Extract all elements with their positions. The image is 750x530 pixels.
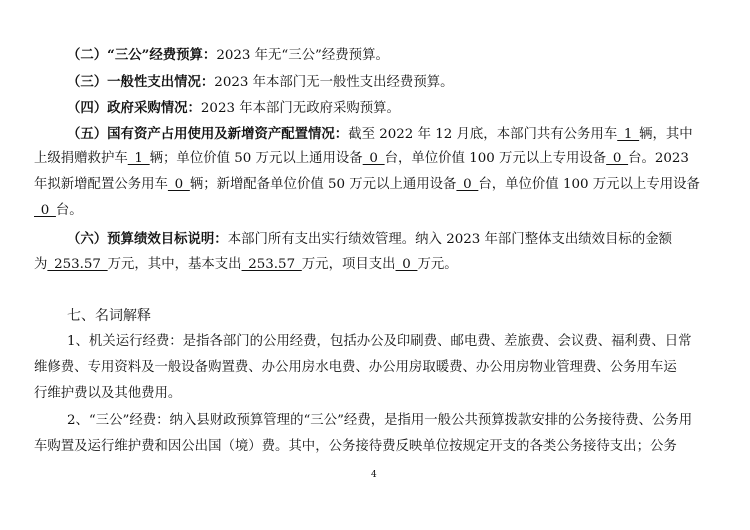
paragraph-heading: （四）政府采购情况： bbox=[67, 100, 201, 116]
paragraph-government-procurement bbox=[67, 99, 400, 118]
value-project-expenditure: 0 bbox=[395, 257, 418, 272]
page-number: 4 bbox=[371, 470, 377, 480]
paragraph-text: 为 bbox=[34, 257, 48, 272]
value-official-cars: 1 bbox=[617, 127, 640, 142]
paragraph-general-expenditure bbox=[67, 73, 454, 92]
paragraph-heading: （五）国有资产占用使用及新增资产配置情况： bbox=[67, 126, 349, 142]
paragraph-text: 辆；单位价值 50 万元以上通用设备 bbox=[149, 151, 363, 166]
section-title: 七、名词解释 bbox=[67, 308, 151, 324]
paragraph-heading: （六）预算绩效目标说明： bbox=[67, 231, 228, 247]
value-basic-expenditure: 253.57 bbox=[241, 257, 302, 272]
paragraph-text: 台。2023 bbox=[628, 151, 689, 166]
paragraph-text: 万元。 bbox=[417, 257, 458, 272]
paragraph-text: 台，单位价值 100 万元以上专用设备 bbox=[478, 177, 700, 192]
paragraph-state-assets-line1 bbox=[67, 125, 693, 144]
paragraph-text: 年拟新增配置公务用车 bbox=[34, 177, 168, 192]
definition-operating-costs-line3: 行维护费以及其他费用。 bbox=[34, 386, 182, 401]
paragraph-three-public-budget bbox=[67, 46, 389, 65]
paragraph-state-assets-line3 bbox=[34, 176, 700, 194]
paragraph-text: 辆；新增配备单位价值 50 万元以上通用设备 bbox=[189, 177, 457, 192]
paragraph-text: 万元，其中，基本支出 bbox=[107, 257, 242, 272]
definition-three-public-line2: 车购置及运行维护费和因公出国（境）费。其中，公务接待费反映单位按规定开支的各类公务接待支出；公务 bbox=[34, 439, 677, 454]
paragraph-text: 2023 年无“三公”经费预算。 bbox=[216, 48, 389, 63]
paragraph-performance-targets-line2 bbox=[34, 256, 458, 274]
value-new-special-equipment: 0 bbox=[34, 203, 56, 218]
value-general-equipment: 0 bbox=[362, 151, 385, 166]
paragraph-text: 2023 年本部门无政府采购预算。 bbox=[200, 101, 400, 116]
value-total-amount: 253.57 bbox=[47, 257, 108, 272]
paragraph-text: 辆，其中 bbox=[639, 127, 693, 142]
value-new-cars: 0 bbox=[167, 177, 190, 192]
paragraph-state-assets-line2 bbox=[34, 150, 689, 168]
paragraph-state-assets-line4 bbox=[34, 202, 83, 220]
paragraph-text: 万元，项目支出 bbox=[301, 257, 396, 272]
definition-operating-costs-line2: 维修费、专用资料及一般设备购置费、办公用房水电费、办公用房取暖费、办公用房物业管理费、公务用车运 bbox=[34, 360, 677, 375]
paragraph-text: 截至 2022 年 12 月底，本部门共有公务用车 bbox=[348, 127, 618, 142]
paragraph-text: 2023 年本部门无一般性支出经费预算。 bbox=[214, 75, 454, 90]
paragraph-text: 台。 bbox=[55, 203, 83, 218]
paragraph-text: 本部门所有支出实行绩效管理。纳入 2023 年部门整体支出绩效目标的金额 bbox=[227, 232, 672, 247]
value-special-equipment: 0 bbox=[606, 151, 629, 166]
definition-operating-costs-line1: 1、机关运行经费：是指各部门的公用经费，包括办公及印刷费、邮电费、差旅费、会议费、福利费、日常 bbox=[67, 334, 692, 349]
value-ambulance: 1 bbox=[127, 151, 150, 166]
paragraph-heading: （二）“三公”经费预算： bbox=[67, 47, 217, 63]
paragraph-heading: （三）一般性支出情况： bbox=[67, 74, 215, 90]
paragraph-text: 台，单位价值 100 万元以上专用设备 bbox=[384, 151, 607, 166]
paragraph-performance-targets-line1 bbox=[67, 230, 672, 249]
paragraph-text: 上级捐赠救护车 bbox=[34, 151, 128, 166]
value-new-general-equipment: 0 bbox=[456, 177, 479, 192]
definition-three-public-line1: 2、“三公”经费：纳入县财政预算管理的“三公”经费，是指用一般公共预算拨款安排的公务接待费、公务用 bbox=[67, 413, 693, 428]
